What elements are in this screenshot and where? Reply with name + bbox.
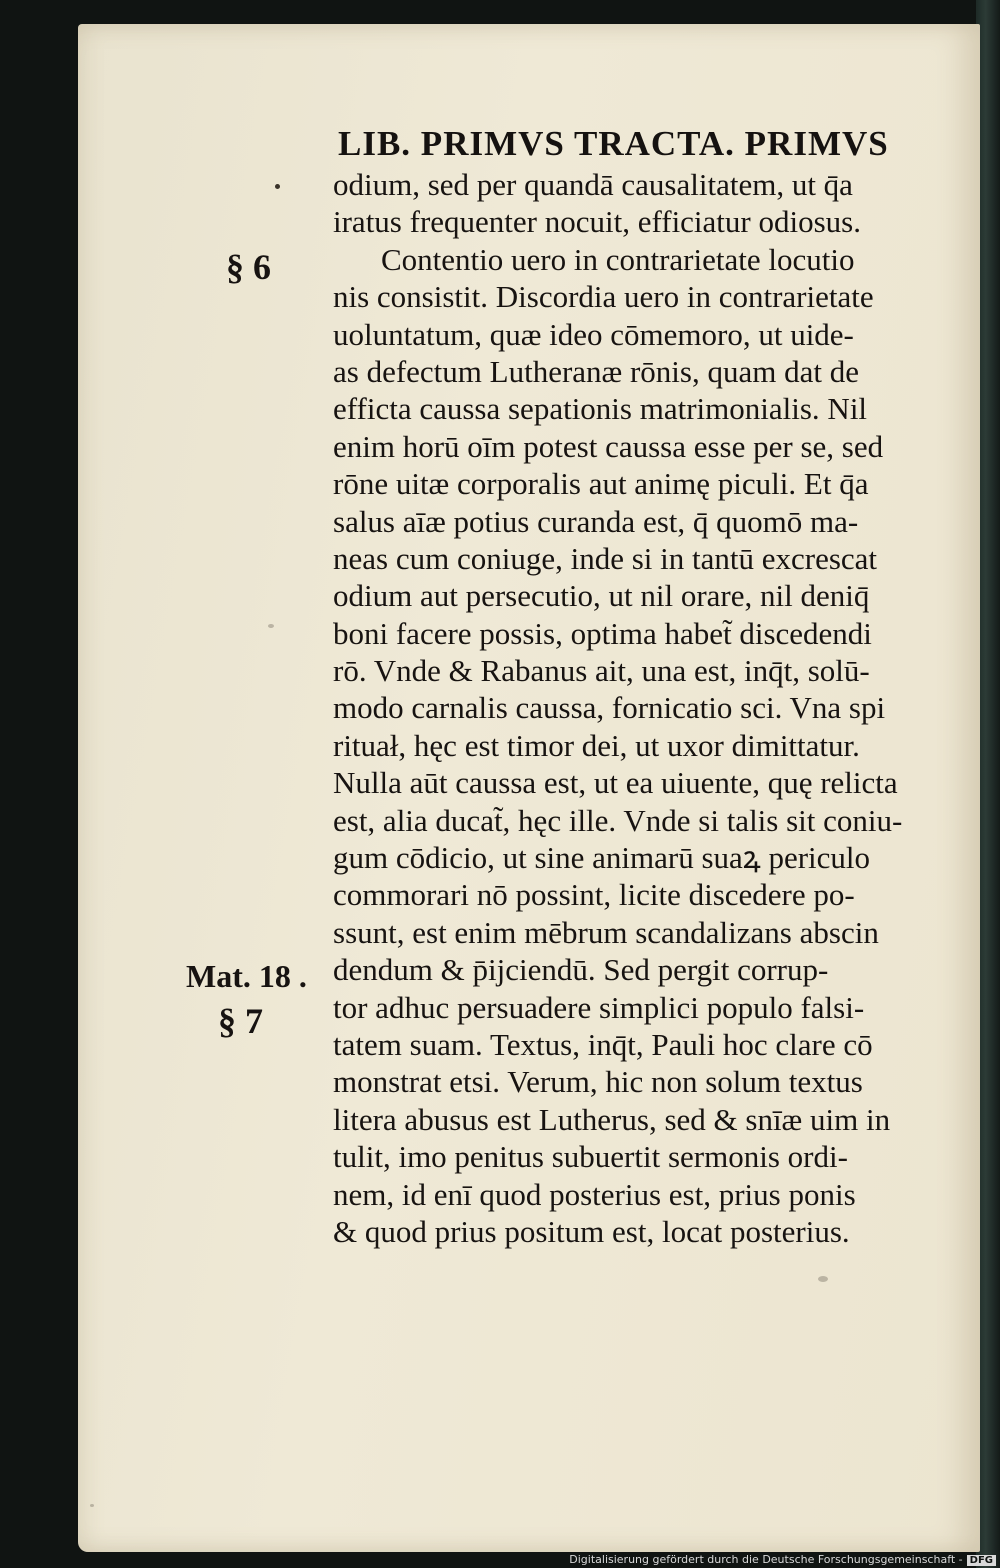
text-line: rituał, hęc est timor dei, ut uxor dimittatur. <box>333 727 860 763</box>
text-line: nem, id enī quod posterius est, prius ponis <box>333 1176 856 1212</box>
dfg-logo: DFG <box>967 1555 996 1566</box>
paper-speck <box>90 1504 94 1507</box>
text-line: boni facere possis, optima habet̃ discedendi <box>333 615 872 651</box>
credit-text: Digitalisierung gefördert durch die Deutsche Forschungsgemeinschaft - <box>569 1553 963 1566</box>
marginal-reference-matthew: Mat. 18 . <box>186 958 307 994</box>
paper-speck <box>818 1276 828 1282</box>
text-line: Nulla aūt caussa est, ut ea uiuente, quę relicta <box>333 765 898 801</box>
text-line: monstrat etsi. Verum, hic non solum textus <box>333 1064 863 1100</box>
marginal-section-mark-6: § 6 <box>226 247 271 287</box>
text-line: modo carnalis caussa, fornicatio sci. Vna spi <box>333 690 886 726</box>
text-line: tulit, imo penitus subuertit sermonis ordi- <box>333 1139 848 1175</box>
text-line: enim horū oīm potest caussa esse per se, sed <box>333 428 884 464</box>
text-line: efficta caussa sepationis matrimonialis. Nil <box>333 391 868 427</box>
running-header: LIB. PRIMVS TRACTA. PRIMVS <box>338 124 889 163</box>
text-line: gum cōdicio, ut sine animarū suaꝝ periculo <box>333 840 871 876</box>
text-line: uoluntatum, quæ ideo cōmemoro, ut uide- <box>333 316 854 352</box>
text-line: odium, sed per quandā causalitatem, ut q̄a <box>333 167 853 202</box>
text-line: as defectum Lutheranæ rōnis, quam dat de <box>333 353 859 389</box>
text-line: salus aīæ potius curanda est, q̄ quomō ma- <box>333 503 859 539</box>
text-line: dendum & p̄ijciendū. Sed pergit corrup- <box>333 952 829 988</box>
text-line: litera abusus est Lutherus, sed & snīæ uim in <box>333 1101 891 1137</box>
text-line: ssunt, est enim mēbrum scandalizans abscin <box>333 914 879 950</box>
text-line: & quod prius positum est, locat posterius. <box>333 1213 850 1249</box>
text-line: commorari nō possint, licite discedere po- <box>333 877 855 913</box>
text-line: rōne uitæ corporalis aut animę piculi. Et q̄a <box>333 466 869 502</box>
digitization-credit <box>569 1553 996 1566</box>
text-line: iratus frequenter nocuit, efficiatur odiosus. <box>333 204 861 240</box>
text-line: Contentio uero in contrarietate locutio <box>381 241 855 277</box>
margin-dot <box>275 184 280 189</box>
text-line: est, alia ducat̃, hęc ille. Vnde si talis sit coniu- <box>333 802 903 838</box>
body-text <box>333 166 963 1250</box>
text-line: tor adhuc persuadere simplici populo falsi- <box>333 989 865 1025</box>
text-line: neas cum coniuge, inde si in tantū excrescat <box>333 540 878 576</box>
text-line: odium aut persecutio, ut nil orare, nil deniq̄ <box>333 578 870 614</box>
text-line: rō. Vnde & Rabanus ait, una est, inq̄t, solū- <box>333 653 870 689</box>
text-line: tatem suam. Textus, inq̄t, Pauli hoc clare cō <box>333 1026 873 1062</box>
marginal-section-mark-7: § 7 <box>218 1001 263 1041</box>
paper-speck <box>268 624 274 628</box>
text-line: nis consistit. Discordia uero in contrarietate <box>333 279 874 315</box>
